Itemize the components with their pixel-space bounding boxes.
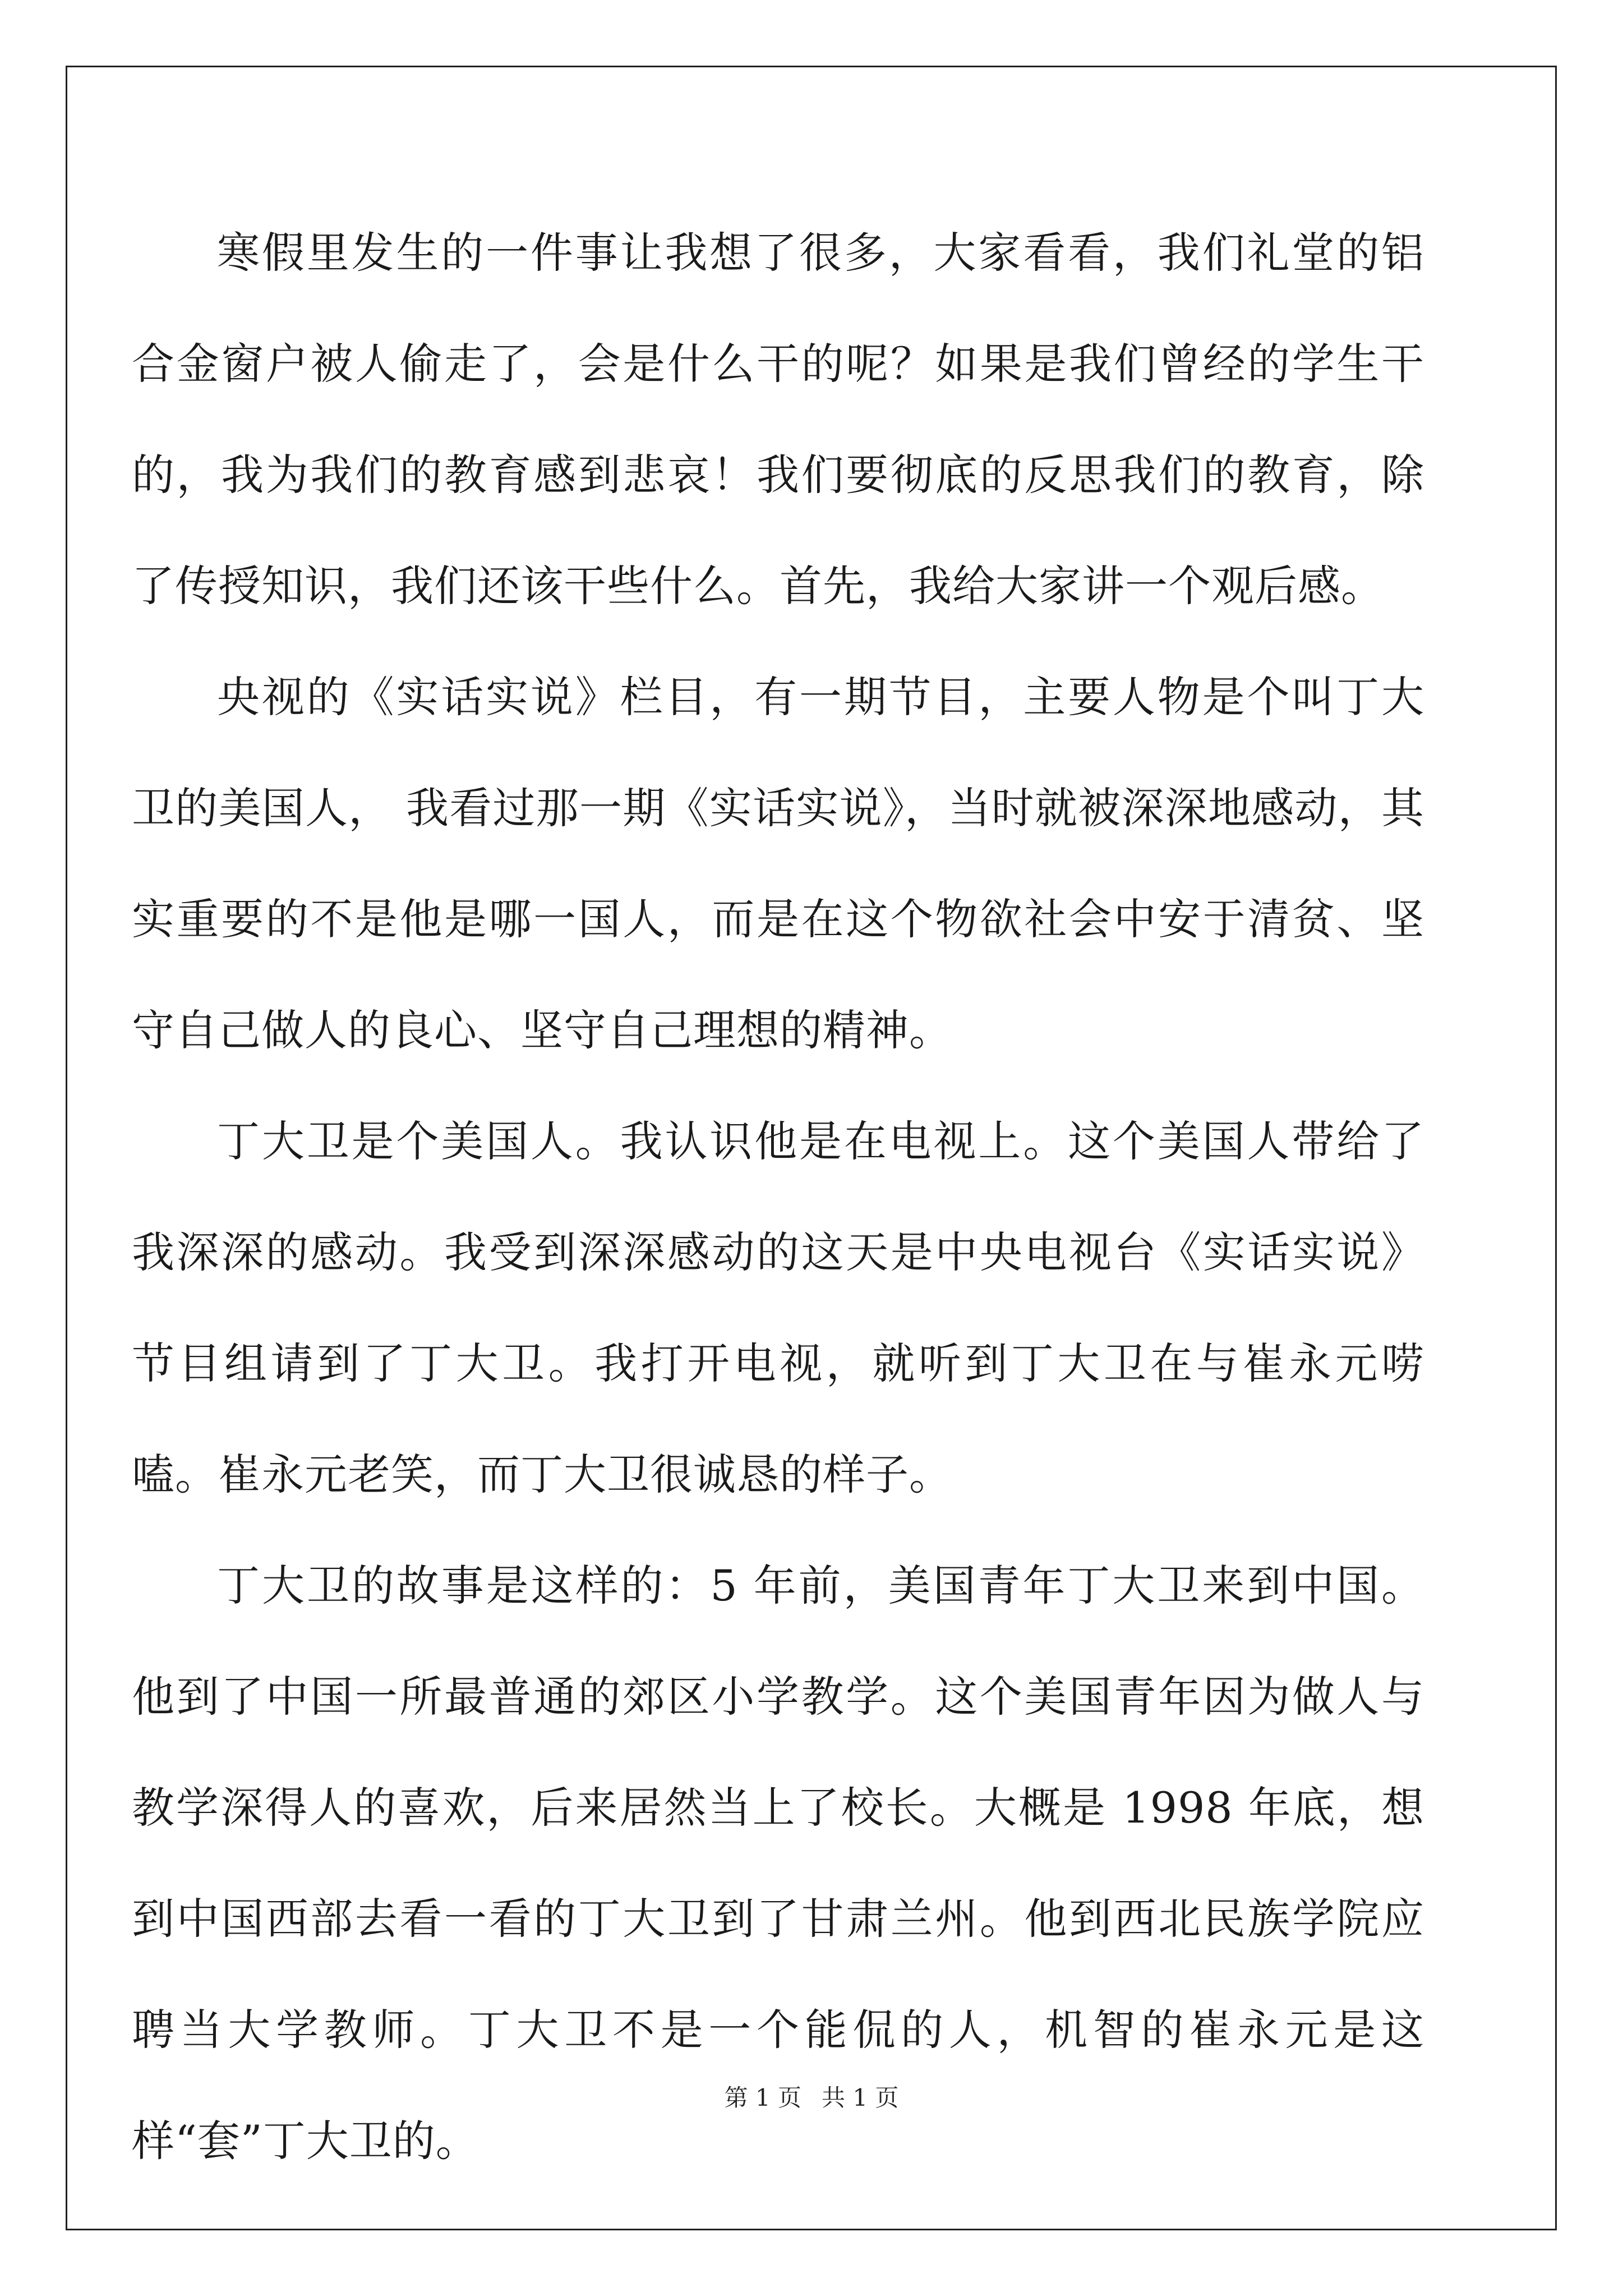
page-total: 共 1 页 bbox=[822, 2084, 899, 2111]
document-body bbox=[132, 197, 1424, 2197]
paragraph-1: 寒假里发生的一件事让我想了很多，大家看看，我们礼堂的铝合金窗户被人偷走了，会是什么干的呢？如果是我们曾经的学生干的，我为我们的教育感到悲哀！我们要彻底的反思我们的教育，除了传授知识，我们还该干些什么。首先，我给大家讲一个观后感。 bbox=[132, 228, 1424, 611]
page-footer bbox=[0, 2081, 1623, 2115]
paragraph-3: 丁大卫是个美国人。我认识他是在电视上。这个美国人带给了我深深的感动。我受到深深感动的这天是中央电视台《实话实说》节目组请到了丁大卫。我打开电视，就听到丁大卫在与崔永元唠嗑。崔永元老笑，而丁大卫很诚恳的样子。 bbox=[132, 1116, 1424, 1499]
page-number: 第 1 页 bbox=[724, 2084, 801, 2111]
paragraph-4: 丁大卫的故事是这样的：5 年前，美国青年丁大卫来到中国。他到了中国一所最普通的郊区小学教学。这个美国青年因为做人与教学深得人的喜欢，后来居然当上了校长。大概是 1998 年底，想到中国西部去看一看的丁大卫到了甘肃兰州。他到西北民族学院应聘当大学教师。丁大卫不是一个能侃的人，机智的崔永元是这样“套”丁大卫的。 bbox=[132, 1561, 1424, 2166]
paragraph-2: 央视的《实话实说》栏目，有一期节目，主要人物是个叫丁大卫的美国人， 我看过那一期《实话实说》，当时就被深深地感动，其实重要的不是他是哪一国人，而是在这个物欲社会中安于清贫、坚守自己做人的良心、坚守自己理想的精神。 bbox=[132, 672, 1424, 1055]
